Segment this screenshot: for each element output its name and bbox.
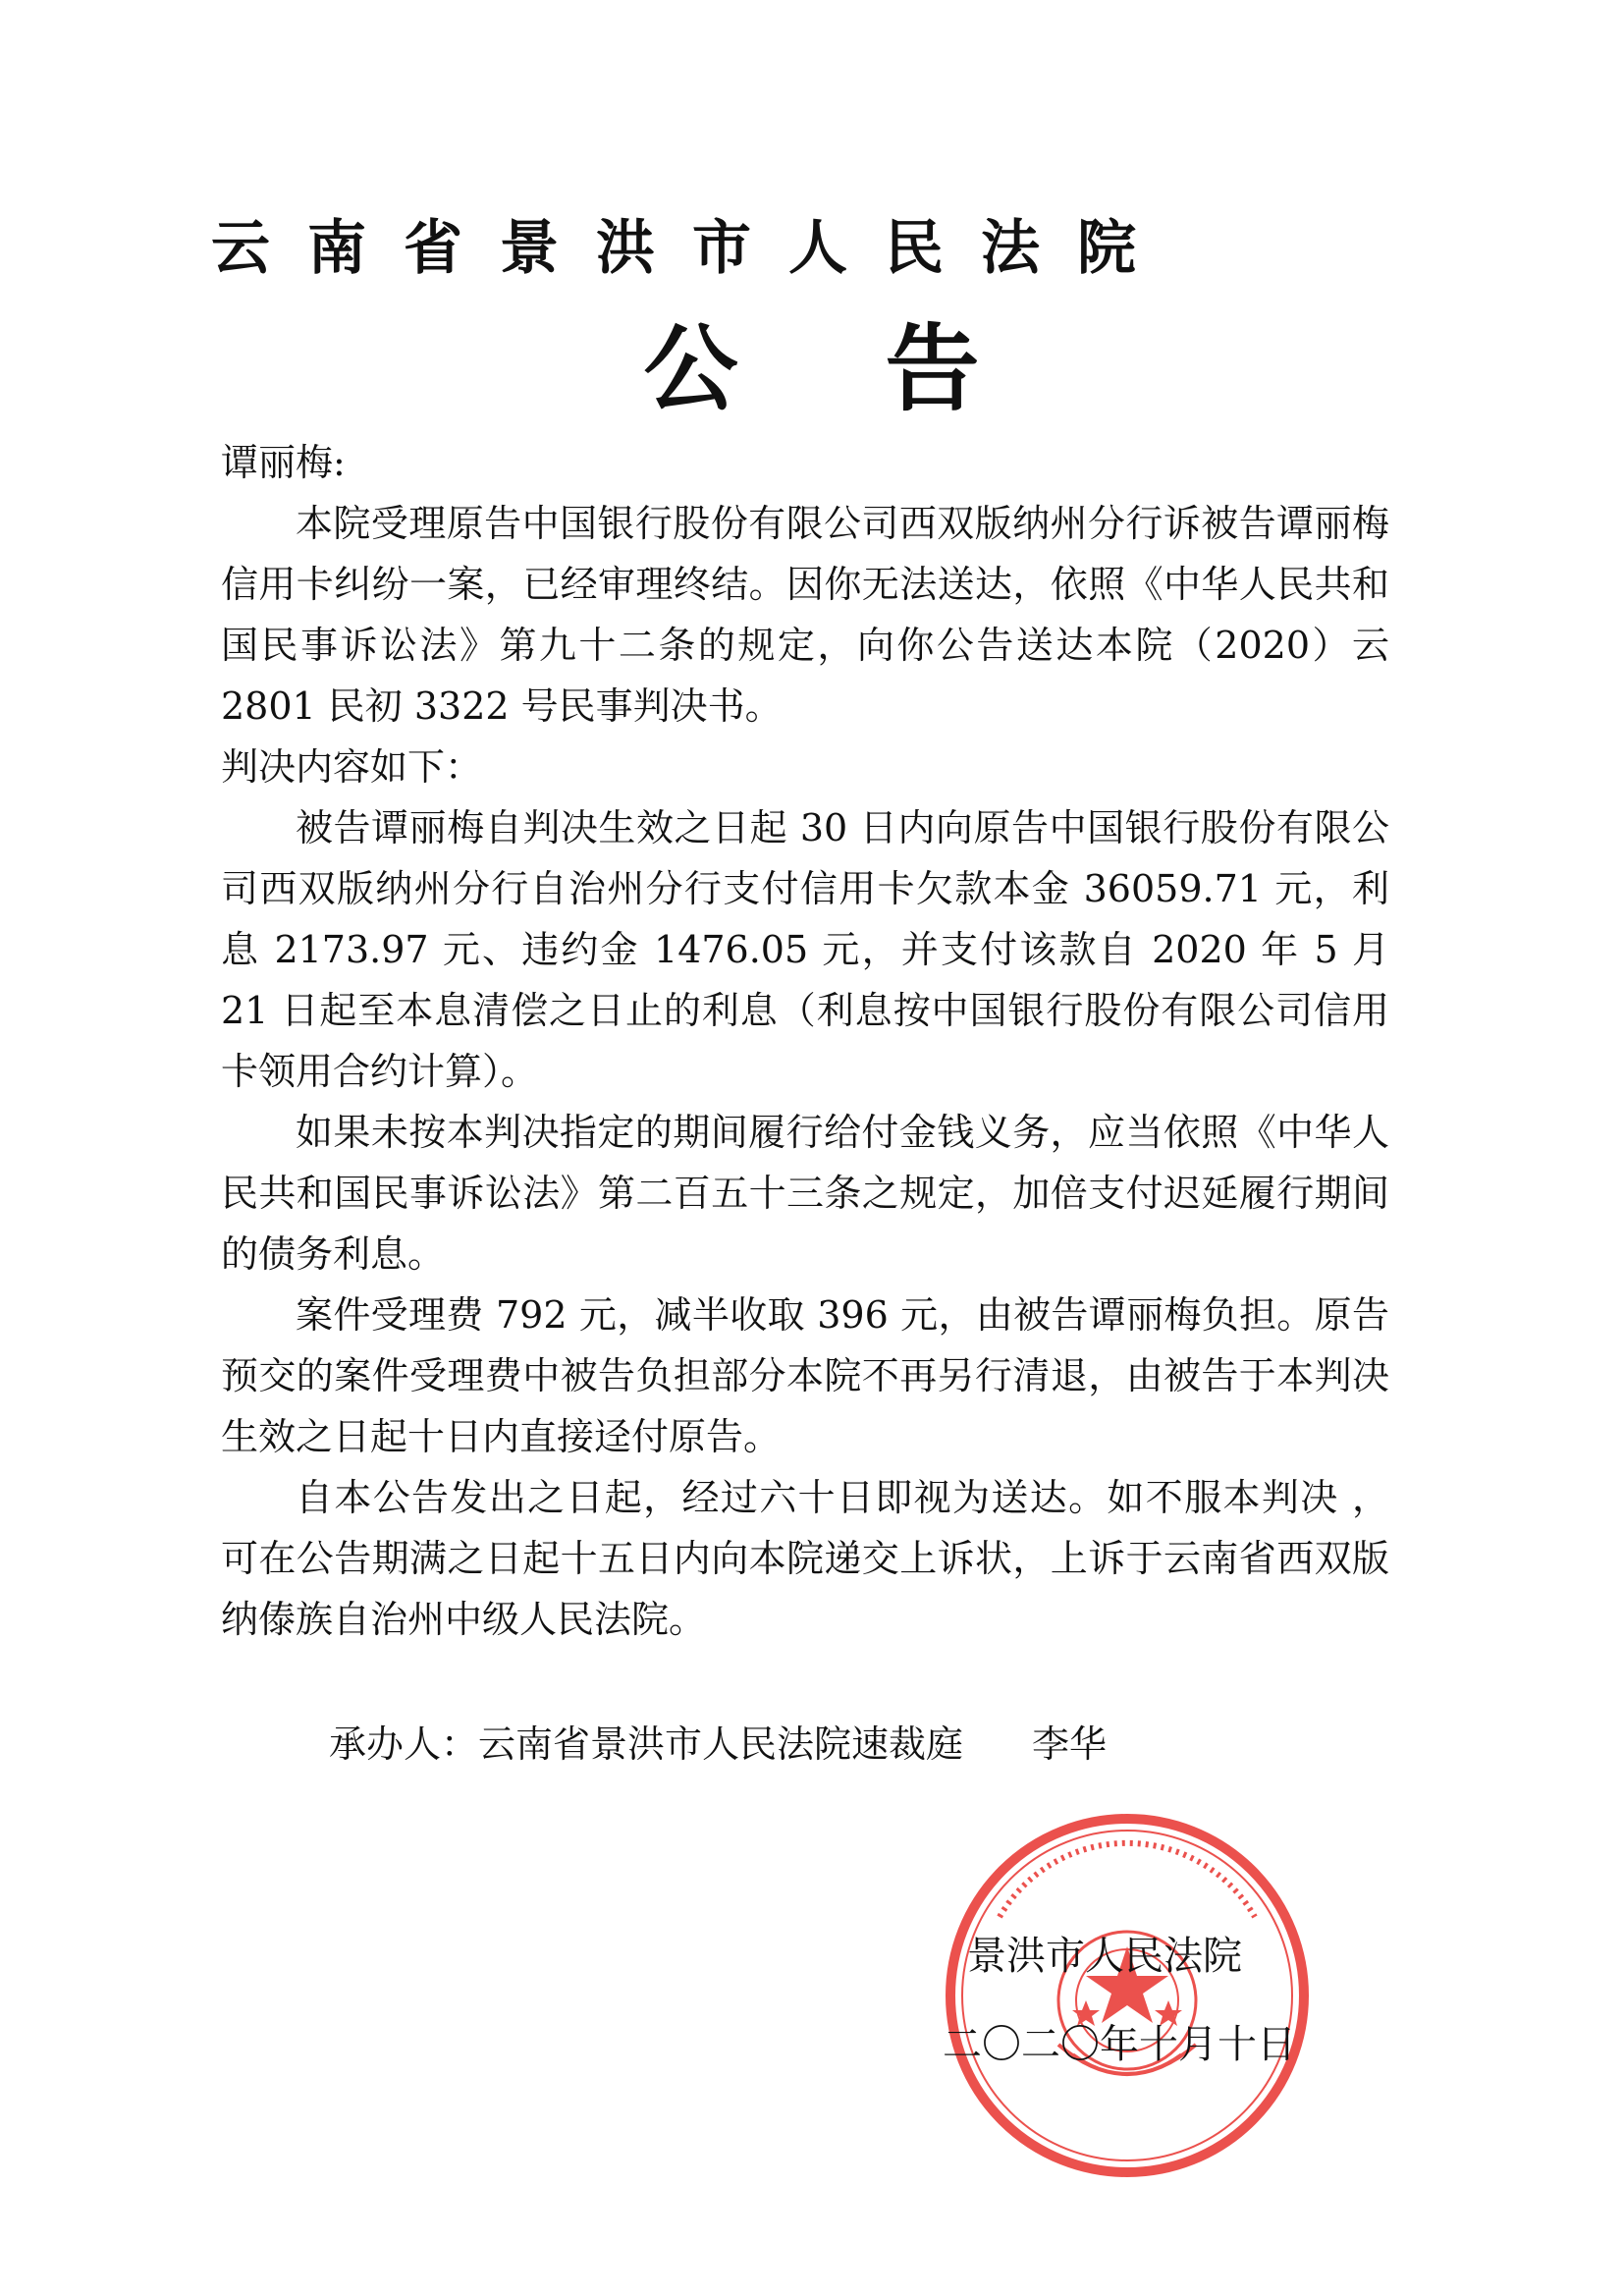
court-name-heading: 云南省景洪市人民法院 (211, 214, 1173, 283)
paragraph-late-interest: 如果未按本判决指定的期间履行给付金钱义务，应当依照《中华人民共和国民事诉讼法》第二百五十三条之规定，加倍支付迟延履行期间的债务利息。 (221, 1111, 1389, 1276)
paragraph-court-fees: 案件受理费 792 元，减半收取 396 元，由被告谭丽梅负担。原告预交的案件受理费中被告负担部分本院不再另行清退，由被告于本判决生效之日起十日内直接迳付原告。 (221, 1293, 1389, 1458)
paragraph-service-notice: 本院受理原告中国银行股份有限公司西双版纳州分行诉被告谭丽梅信用卡纠纷一案，已经审理终结。因你无法送达，依照《中华人民共和国民事诉讼法》第九十二条的规定，向你公告送达本院（2020）云 2801 民初 3322 号民事判决书。 (221, 502, 1389, 728)
handling-judge-line (329, 1714, 1107, 1768)
issue-date: 二〇二〇年十月十日 (943, 2022, 1296, 2067)
court-seal (941, 1809, 1314, 2182)
judge-name: 李华 (1032, 1722, 1108, 1766)
signoff-department: 云南省景洪市人民法院速裁庭 (478, 1722, 964, 1766)
addressee: 谭丽梅: (221, 441, 346, 484)
notice-body (221, 432, 1389, 1650)
paragraph-judgment-intro: 判决内容如下： (221, 745, 483, 789)
issuing-court: 景洪市人民法院 (967, 1934, 1242, 1979)
signoff-label: 承办人： (329, 1722, 479, 1766)
paragraph-judgment-payment: 被告谭丽梅自判决生效之日起 30 日内向原告中国银行股份有限公司西双版纳州分行自治州分行支付信用卡欠款本金 36059.71 元，利息 2173.97 元、违约金 1476.05 元，并支付该款自 2020 年 5 月 21 日起至本息清偿之日止的利息（利息按中国银行股份有限公司信用卡领用合约计算）。 (221, 806, 1389, 1093)
paragraph-appeal-rights: 自本公告发出之日起，经过六十日即视为送达。如不服本判决 ，可在公告期满之日起十五日内向本院递交上诉状，上诉于云南省西双版纳傣族自治州中级人民法院。 (221, 1476, 1389, 1641)
document-type-heading: 公告 (643, 314, 1127, 424)
